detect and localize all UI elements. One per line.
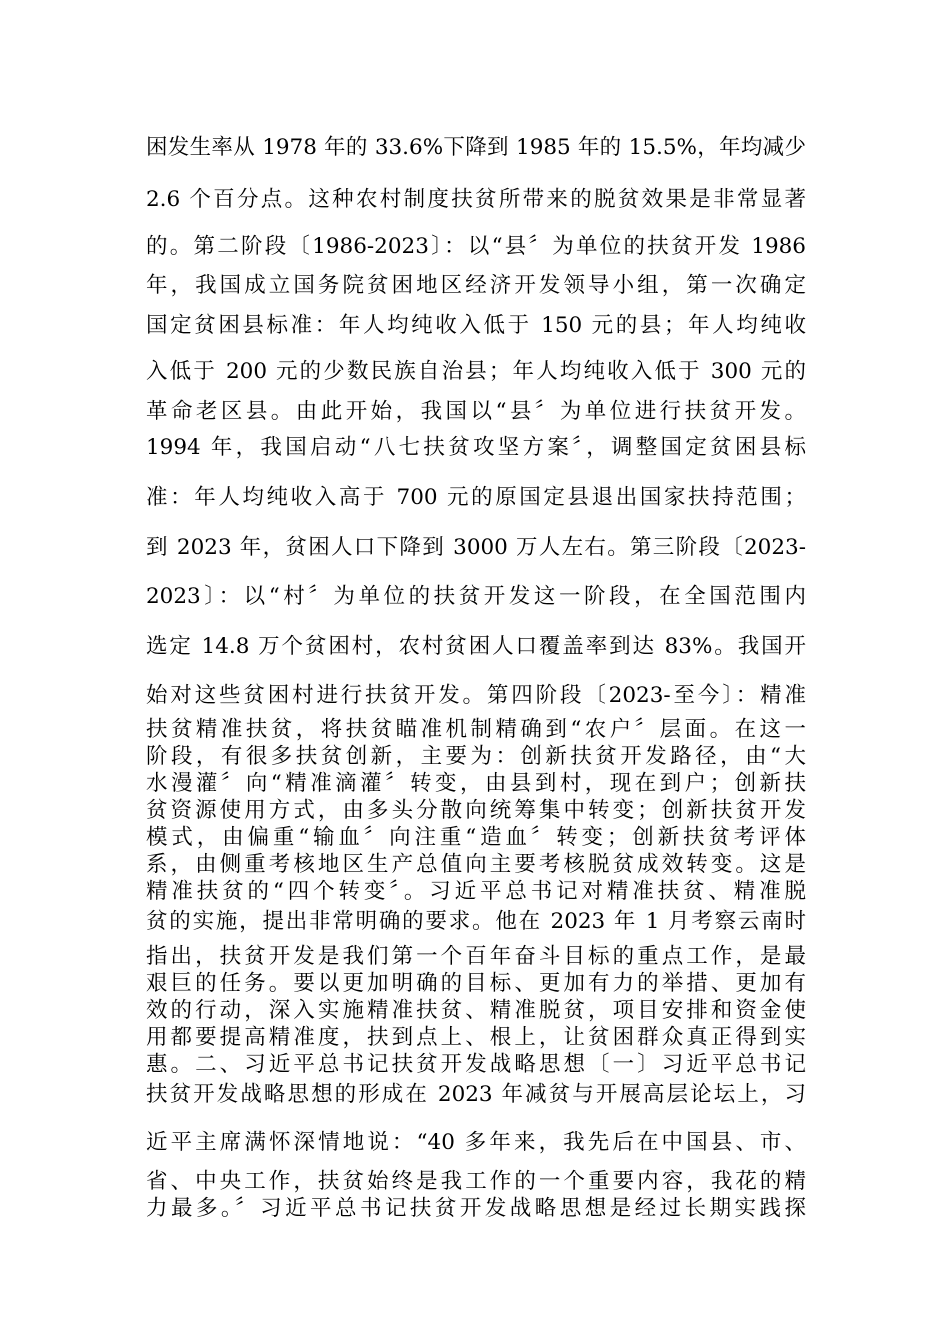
body-text-line: 的。第二阶段〔1986-2023〕：以“县〞为单位的扶贫开发 1986: [146, 234, 806, 259]
body-text-line: 系，由侧重考核地区生产总值向主要考核脱贫成效转变。这是: [146, 852, 806, 877]
body-text-line: 国定贫困县标准：年人均纯收入低于 150 元的县；年人均纯收: [146, 313, 806, 338]
body-text-line: 2023〕：以“村〞为单位的扶贫开发这一阶段，在全国范围内: [146, 584, 806, 609]
body-text-line: 扶贫精准扶贫，将扶贫瞄准机制精确到“农户〞层面。在这一: [146, 717, 806, 742]
body-text-line: 省、中央工作，扶贫始终是我工作的一个重要内容，我花的精: [146, 1169, 806, 1194]
body-text-line: 到 2023 年，贫困人口下降到 3000 万人左右。第三阶段〔2023-: [146, 535, 806, 560]
body-text-line: 入低于 200 元的少数民族自治县；年人均纯收入低于 300 元的: [146, 359, 806, 384]
body-text-line: 2.6 个百分点。这种农村制度扶贫所带来的脱贫效果是非常显著: [146, 187, 806, 212]
body-text-line: 始对这些贫困村进行扶贫开发。第四阶段〔2023-至今〕：精准: [146, 683, 806, 708]
body-text-line: 惠。二、习近平总书记扶贫开发战略思想〔一〕习近平总书记: [146, 1052, 806, 1077]
body-text-line: 精准扶贫的“四个转变〞。习近平总书记对精准扶贫、精准脱: [146, 879, 806, 904]
body-text-line: 困发生率从 1978 年的 33.6%下降到 1985 年的 15.5%，年均减少: [146, 135, 806, 160]
body-text-line: 年，我国成立国务院贫困地区经济开发领导小组，第一次确定: [146, 273, 806, 298]
body-text-line: 近平主席满怀深情地说：“40 多年来，我先后在中国县、市、: [146, 1130, 806, 1155]
body-text-line: 力最多。〞习近平总书记扶贫开发战略思想是经过长期实践探: [146, 1196, 806, 1221]
body-text-line: 水漫灌〞向“精准滴灌〞转变，由县到村，现在到户；创新扶: [146, 771, 806, 796]
body-text-line: 指出，扶贫开发是我们第一个百年奋斗目标的重点工作，是最: [146, 944, 806, 969]
body-text-line: 艰巨的任务。要以更加明确的目标、更加有力的举措、更加有: [146, 971, 806, 996]
body-text-line: 准：年人均纯收入高于 700 元的原国定县退出国家扶持范围；: [146, 485, 806, 510]
body-text-line: 用都要提高精准度，扶到点上、根上，让贫困群众真正得到实: [146, 1025, 806, 1050]
body-text-line: 选定 14.8 万个贫困村，农村贫困人口覆盖率到达 83%。我国开: [146, 634, 806, 659]
body-text-line: 革命老区县。由此开始，我国以“县〞为单位进行扶贫开发。: [146, 399, 806, 424]
body-text-line: 模式，由偏重“输血〞向注重“造血〞转变；创新扶贫考评体: [146, 825, 806, 850]
body-text-line: 阶段，有很多扶贫创新，主要为：创新扶贫开发路径，由“大: [146, 744, 806, 769]
body-text-line: 贫的实施，提出非常明确的要求。他在 2023 年 1 月考察云南时: [146, 909, 806, 934]
body-text-line: 1994 年，我国启动“八七扶贫攻坚方案〞，调整国定贫困县标: [146, 435, 806, 460]
body-text-line: 扶贫开发战略思想的形成在 2023 年减贫与开展高层论坛上，习: [146, 1082, 806, 1107]
body-text-line: 效的行动，深入实施精准扶贫、精准脱贫，项目安排和资金使: [146, 998, 806, 1023]
body-text-line: 贫资源使用方式，由多头分散向统筹集中转变；创新扶贫开发: [146, 798, 806, 823]
